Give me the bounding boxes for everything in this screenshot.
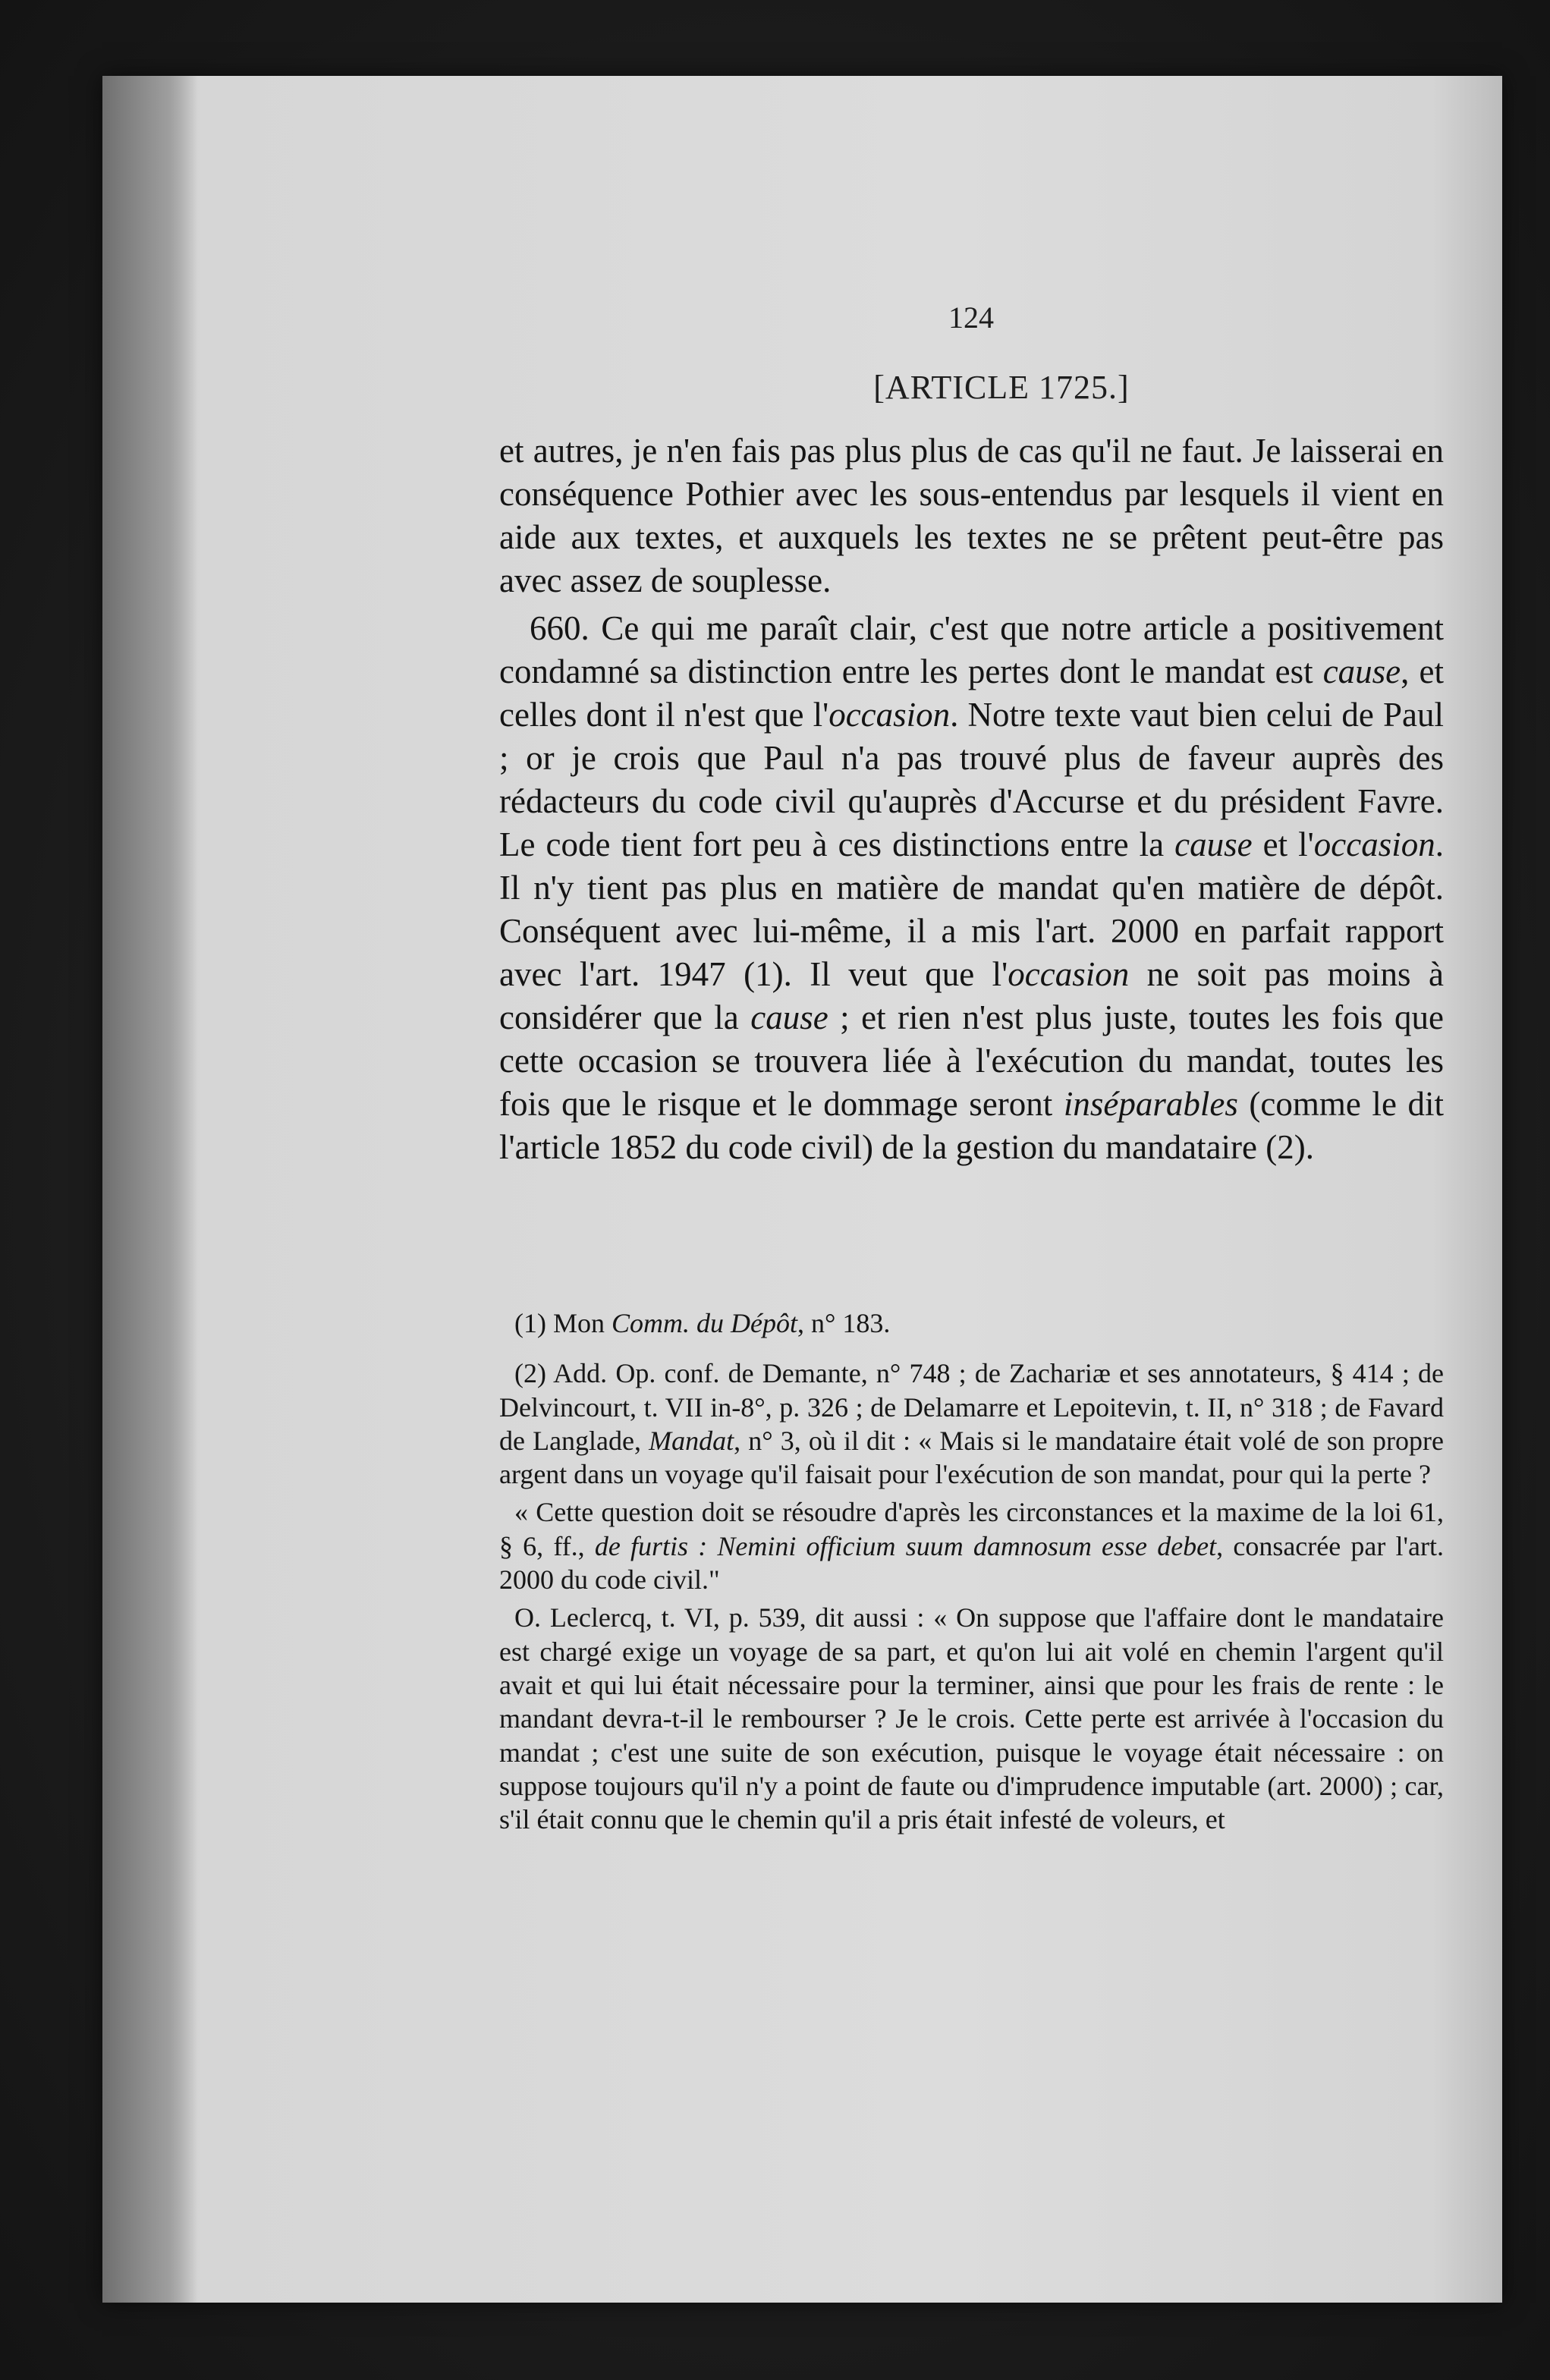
main-text [499,429,1444,1169]
text-run: , n° 3, où il dit : « Mais si le mandataire était volé de son propre argent dans un voyage qu'il faisait pour l'exécution de son mandat, pour qui la perte ? [499,1425,1444,1490]
italic-run: cause [1174,825,1253,863]
text-run: ne soit pas moins à considérer que la [499,955,1444,1036]
text-run: « Cette question doit se résoudre d'après les circonstances et la maxime de la loi 61, § 6, ff., [499,1497,1444,1561]
italic-run: cause [750,998,828,1036]
italic-run: cause [1322,652,1401,690]
footnote-2-leclercq [499,1601,1444,1836]
italic-run: de furtis : Nemini officium suum damnosum esse debet [594,1530,1217,1561]
footnotes [499,1306,1444,1836]
text-run: et l' [1252,825,1314,863]
text-run: , consacrée par l'art. 2000 du code civil." [499,1530,1445,1596]
italic-run: Comm. du Dépôt [612,1308,797,1338]
text-run: . Il n'y tient pas plus en matière de mandat qu'en matière de dépôt. Conséquent avec lui-même, il a mis l'art. 2000 en parfait rapport avec l'art. 1947 (1). Il veut que l' [499,825,1445,993]
paragraph-660 [499,607,1444,1169]
text-run: . Notre texte vaut bien celui de Paul ; or je crois que Paul n'a pas trouvé plus de faveur auprès des rédacteurs du code civil qu'auprès d'Accurse et du président Favre. Le code tient fort peu à ces distinctions entre la [499,696,1445,863]
text-run: (comme le dit l'article 1852 du code civil) de la gestion du mandataire (2). [499,1085,1444,1166]
text-run: , et celles dont il n'est que l' [499,652,1444,734]
book-page [102,76,1502,2303]
italic-run: Mandat [649,1425,734,1456]
text-run: (1) Mon [514,1308,612,1338]
page-number: 124 [948,300,994,335]
text-run: et autres, je n'en fais pas plus plus de cas qu'il ne faut. Je laisserai en conséquence Pothier avec les sous-entendus par lesquels il vient en aide aux textes, et auxquels les textes ne se prêtent peut-être pas avec assez de souplesse. [499,432,1444,599]
footnote-2-quote [499,1495,1444,1596]
text-run: (2) Add. Op. conf. de Demante, n° 748 ; de Zachariæ et ses annotateurs, § 414 ; de Delvincourt, t. VII in-8°, p. 326 ; de Delamarre et Lepoitevin, t. II, n° 318 ; de Favard de Langlade, [499,1358,1444,1456]
text-run: ; et rien n'est plus juste, toutes les fois que cette occasion se trouvera liée à l'exécution du mandat, toutes les fois que le risque et le dommage seront [499,998,1444,1123]
text-run: 660. Ce qui me paraît clair, c'est que notre article a positivement condamné sa distinction entre les pertes dont le mandat est [499,609,1444,690]
footnote-1 [499,1306,1444,1340]
page-binding-shadow [102,76,197,2303]
text-run: O. Leclercq, t. VI, p. 539, dit aussi : « On suppose que l'affaire dont le mandataire est chargé exige un voyage de sa part, et qu'on lui ait volé en chemin l'argent qu'il avait et qui lui était nécessaire pour la terminer, ainsi que pour les frais de rente : le mandant devra-t-il le rembourser ? Je le crois. Cette perte est arrivée à l'occasion du mandat ; c'est une suite de son exécution, puisque le voyage était nécessaire : on suppose toujours qu'il n'y a point de faute ou d'imprudence imputable (art. 2000) ; car, s'il était connu que le chemin qu'il a pris était infesté de voleurs, et [499,1602,1444,1835]
paragraph-continuation [499,429,1444,602]
italic-run: occasion [828,696,951,734]
running-head: [ARTICLE 1725.] [873,369,1130,406]
text-run: , n° 183. [797,1308,891,1338]
footnote-2 [499,1357,1444,1491]
italic-run: occasion [1008,955,1130,993]
italic-run: occasion [1313,825,1435,863]
italic-run: inséparables [1063,1085,1238,1123]
